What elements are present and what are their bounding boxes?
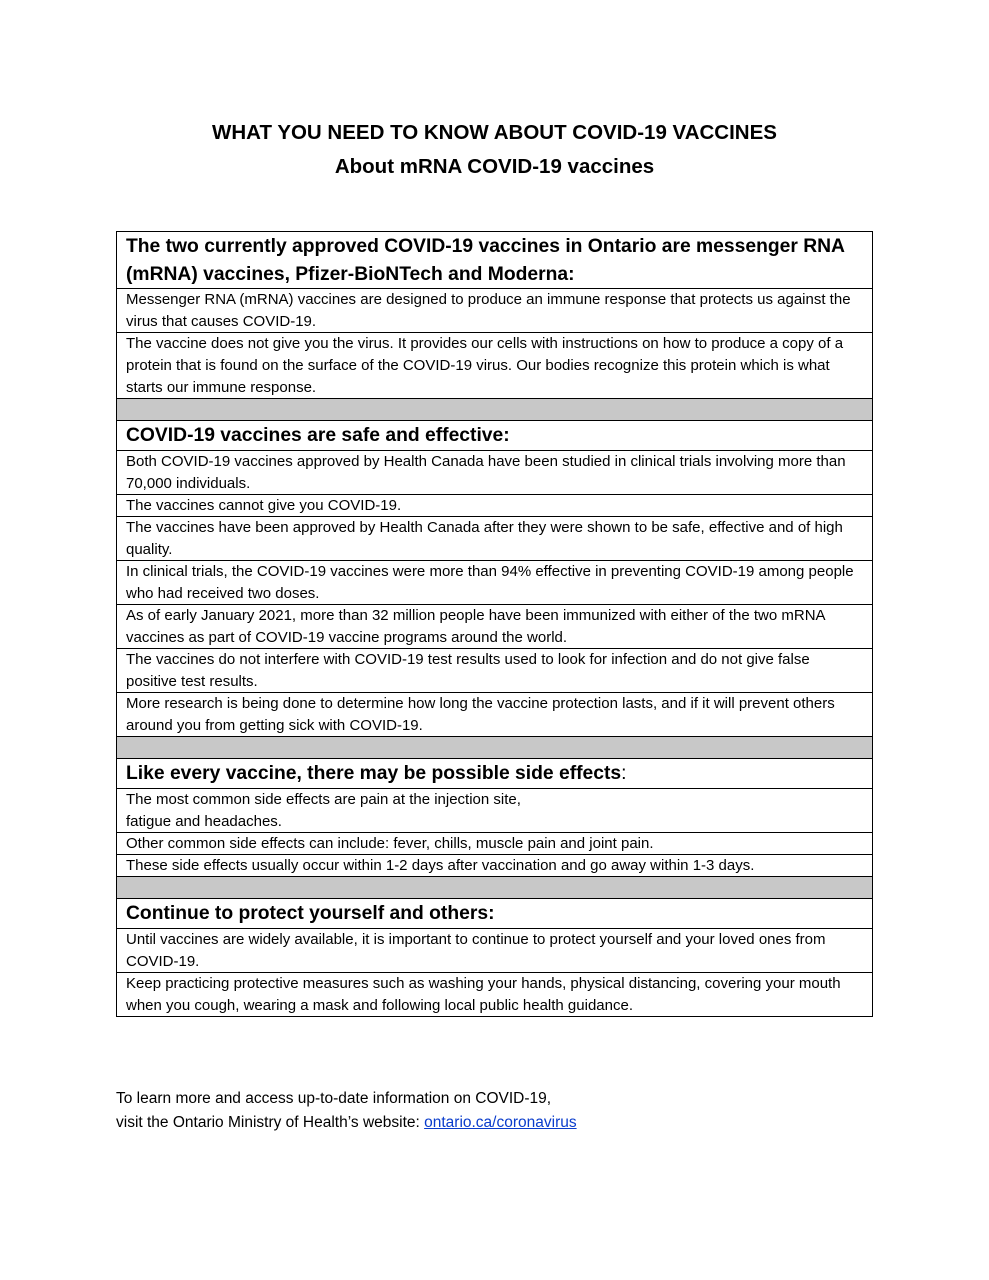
table-row: In clinical trials, the COVID-19 vaccines were more than 94% effective in preventing COVID-19 among people who had received two doses. [117,560,872,604]
section-header-approved-vaccines: The two currently approved COVID-19 vaccines in Ontario are messenger RNA (mRNA) vaccines, Pfizer-BioNTech and Moderna: [126,236,845,285]
footer-line2-text: visit the Ontario Ministry of Health’s website: [116,1114,425,1131]
section-header-protect: Continue to protect yourself and others: [117,898,872,928]
section-divider [117,876,872,898]
table-row: Keep practicing protective measures such as washing your hands, physical distancing, covering your mouth when you cough, wearing a mask and following local public health guidance. [117,972,872,1016]
table-row: More research is being done to determine how long the vaccine protection lasts, and if it will prevent others around you from getting sick with COVID-19. [117,692,872,736]
footer-line2 [116,1111,577,1135]
page-subtitle: About mRNA COVID-19 vaccines [334,155,655,178]
footer [116,1087,577,1135]
table-row: Messenger RNA (mRNA) vaccines are designed to produce an immune response that protects us against the virus that causes COVID-19. [117,288,872,332]
table-row: The vaccine does not give you the virus. It provides our cells with instructions on how to produce a copy of a protein that is found on the surface of the COVID-19 virus. Our bodies recognize this protein which is what starts our immune response. [117,332,872,398]
table-row: The vaccines cannot give you COVID-19. [117,494,872,516]
table-row: Other common side effects can include: fever, chills, muscle pain and joint pain. [117,832,872,854]
side-effects-header-text: Like every vaccine, there may be possible side effects [126,763,622,784]
section-header-side-effects [117,758,872,788]
side-effects-header-colon: : [621,763,627,784]
table-row [117,788,872,832]
table-row: These side effects usually occur within 1-2 days after vaccination and go away within 1-3 days. [117,854,872,876]
side-effects-row-line1: The most common side effects are pain at the injection site, [126,791,521,808]
section-header-safe-effective: COVID-19 vaccines are safe and effective: [117,420,872,450]
table-row: The vaccines do not interfere with COVID-19 test results used to look for infection and do not give false positive test results. [117,648,872,692]
info-table [116,231,873,1017]
table-row: Until vaccines are widely available, it is important to continue to protect yourself and your loved ones from COVID-19. [117,928,872,972]
table-row: Both COVID-19 vaccines approved by Health Canada have been studied in clinical trials involving more than 70,000 individuals. [117,450,872,494]
table-row: The vaccines have been approved by Health Canada after they were shown to be safe, effective and of high quality. [117,516,872,560]
footer-line1: To learn more and access up-to-date information on COVID-19, [116,1090,552,1107]
ontario-coronavirus-link[interactable]: ontario.ca/coronavirus [424,1114,577,1131]
page-title: WHAT YOU NEED TO KNOW ABOUT COVID-19 VACCINES [212,121,777,144]
section-divider [117,398,872,420]
side-effects-row-line2: fatigue and headaches. [126,812,282,830]
table-row: As of early January 2021, more than 32 million people have been immunized with either of the two mRNA vaccines as part of COVID-19 vaccine programs around the world. [117,604,872,648]
section-divider [117,736,872,758]
